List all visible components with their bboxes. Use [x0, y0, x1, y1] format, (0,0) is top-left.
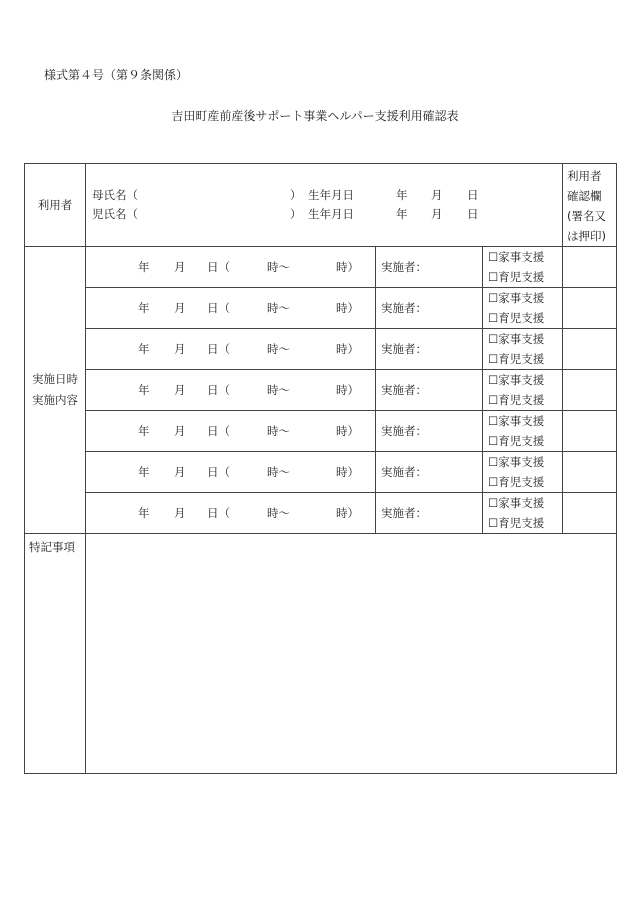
session-time-from: 時～ — [267, 506, 290, 520]
session-month: 月 — [174, 465, 186, 479]
session-year: 年 — [138, 506, 150, 520]
session-time-to: 時） — [336, 383, 359, 397]
confirm-header-line: 利用者 — [567, 169, 602, 183]
implementer-cell[interactable] — [376, 452, 483, 493]
signature-cell[interactable] — [563, 329, 617, 370]
child-name-close: ） — [290, 207, 302, 221]
session-day: 日（ — [207, 424, 230, 438]
session-day: 日（ — [207, 383, 230, 397]
mother-birth-month: 月 — [431, 188, 443, 202]
session-month: 月 — [174, 301, 186, 315]
implementer-label: 実施者： — [381, 383, 427, 397]
notes-label: 特記事項 — [25, 534, 86, 774]
session-row — [25, 288, 617, 329]
session-time-from: 時～ — [267, 424, 290, 438]
session-datetime[interactable] — [86, 288, 376, 329]
confirm-header-line: は押印) — [567, 229, 607, 243]
mother-birth-day: 日 — [467, 188, 479, 202]
housework-checkbox[interactable]: ☐家事支援 — [488, 332, 545, 346]
child-name-label: 児氏名（ — [92, 207, 138, 221]
session-datetime[interactable] — [86, 370, 376, 411]
implementer-cell[interactable] — [376, 411, 483, 452]
housework-checkbox[interactable]: ☐家事支援 — [488, 250, 545, 264]
service-cell — [483, 452, 563, 493]
confirm-header — [563, 164, 617, 247]
implementer-label: 実施者： — [381, 260, 427, 274]
session-month: 月 — [174, 342, 186, 356]
housework-checkbox[interactable]: ☐家事支援 — [488, 291, 545, 305]
child-birth-day: 日 — [467, 207, 479, 221]
session-time-to: 時） — [336, 260, 359, 274]
service-cell — [483, 411, 563, 452]
session-time-from: 時～ — [267, 342, 290, 356]
notes-area[interactable] — [86, 534, 617, 774]
session-row — [25, 329, 617, 370]
session-time-to: 時） — [336, 301, 359, 315]
session-month: 月 — [174, 506, 186, 520]
confirm-header-line: 確認欄 — [567, 189, 602, 203]
notes-row — [25, 534, 617, 774]
mother-birth-label: 生年月日 — [308, 188, 354, 202]
childcare-checkbox[interactable]: ☐育児支援 — [488, 393, 545, 407]
session-datetime[interactable] — [86, 247, 376, 288]
session-year: 年 — [138, 301, 150, 315]
child-line — [92, 205, 562, 224]
implementer-label: 実施者： — [381, 506, 427, 520]
session-year: 年 — [138, 424, 150, 438]
session-day: 日（ — [207, 260, 230, 274]
service-cell — [483, 370, 563, 411]
session-datetime[interactable] — [86, 329, 376, 370]
implementer-cell[interactable] — [376, 370, 483, 411]
document-title: 吉田町産前産後サポート事業ヘルパー支援利用確認表 — [171, 109, 459, 123]
session-row — [25, 411, 617, 452]
session-day: 日（ — [207, 506, 230, 520]
housework-checkbox[interactable]: ☐家事支援 — [488, 455, 545, 469]
session-year: 年 — [138, 465, 150, 479]
childcare-checkbox[interactable]: ☐育児支援 — [488, 352, 545, 366]
signature-cell[interactable] — [563, 452, 617, 493]
implementer-label: 実施者： — [381, 301, 427, 315]
session-day: 日（ — [207, 342, 230, 356]
session-time-from: 時～ — [267, 465, 290, 479]
session-datetime[interactable] — [86, 452, 376, 493]
session-month: 月 — [174, 383, 186, 397]
form-number: 様式第４号（第９条関係） — [44, 68, 189, 82]
child-birth-year: 年 — [396, 207, 408, 221]
childcare-checkbox[interactable]: ☐育児支援 — [488, 475, 545, 489]
session-row — [25, 247, 617, 288]
mother-name-close: ） — [290, 188, 302, 202]
session-year: 年 — [138, 342, 150, 356]
signature-cell[interactable] — [563, 247, 617, 288]
implementer-cell[interactable] — [376, 329, 483, 370]
implementer-cell[interactable] — [376, 493, 483, 534]
session-month: 月 — [174, 260, 186, 274]
service-cell — [483, 329, 563, 370]
housework-checkbox[interactable]: ☐家事支援 — [488, 373, 545, 387]
service-cell — [483, 288, 563, 329]
implementer-label: 実施者： — [381, 342, 427, 356]
childcare-checkbox[interactable]: ☐育児支援 — [488, 270, 545, 284]
child-birth-label: 生年月日 — [308, 207, 354, 221]
sessions-label-line: 実施日時 — [32, 372, 78, 386]
implementer-cell[interactable] — [376, 288, 483, 329]
session-day: 日（ — [207, 465, 230, 479]
signature-cell[interactable] — [563, 288, 617, 329]
mother-name-label: 母氏名（ — [92, 188, 138, 202]
session-row — [25, 493, 617, 534]
confirm-header-line: (署名又 — [567, 209, 607, 223]
housework-checkbox[interactable]: ☐家事支援 — [488, 496, 545, 510]
session-month: 月 — [174, 424, 186, 438]
childcare-checkbox[interactable]: ☐育児支援 — [488, 434, 545, 448]
sessions-label-line: 実施内容 — [32, 393, 78, 407]
user-label: 利用者 — [25, 164, 86, 247]
session-datetime[interactable] — [86, 411, 376, 452]
service-cell — [483, 493, 563, 534]
session-year: 年 — [138, 383, 150, 397]
sessions-label — [25, 247, 86, 534]
user-info-cell — [86, 164, 563, 247]
signature-cell[interactable] — [563, 493, 617, 534]
implementer-cell[interactable] — [376, 247, 483, 288]
implementer-label: 実施者： — [381, 424, 427, 438]
session-time-from: 時～ — [267, 301, 290, 315]
service-cell — [483, 247, 563, 288]
session-year: 年 — [138, 260, 150, 274]
session-time-to: 時） — [336, 424, 359, 438]
signature-cell[interactable] — [563, 411, 617, 452]
mother-line — [92, 186, 562, 205]
session-row — [25, 370, 617, 411]
session-row — [25, 452, 617, 493]
childcare-checkbox[interactable]: ☐育児支援 — [488, 311, 545, 325]
confirmation-table — [24, 163, 617, 774]
session-time-from: 時～ — [267, 260, 290, 274]
session-time-to: 時） — [336, 342, 359, 356]
housework-checkbox[interactable]: ☐家事支援 — [488, 414, 545, 428]
session-day: 日（ — [207, 301, 230, 315]
session-time-from: 時～ — [267, 383, 290, 397]
child-birth-month: 月 — [431, 207, 443, 221]
mother-birth-year: 年 — [396, 188, 408, 202]
signature-cell[interactable] — [563, 370, 617, 411]
session-datetime[interactable] — [86, 493, 376, 534]
session-time-to: 時） — [336, 506, 359, 520]
session-time-to: 時） — [336, 465, 359, 479]
childcare-checkbox[interactable]: ☐育児支援 — [488, 516, 545, 530]
implementer-label: 実施者： — [381, 465, 427, 479]
user-row — [25, 164, 617, 247]
